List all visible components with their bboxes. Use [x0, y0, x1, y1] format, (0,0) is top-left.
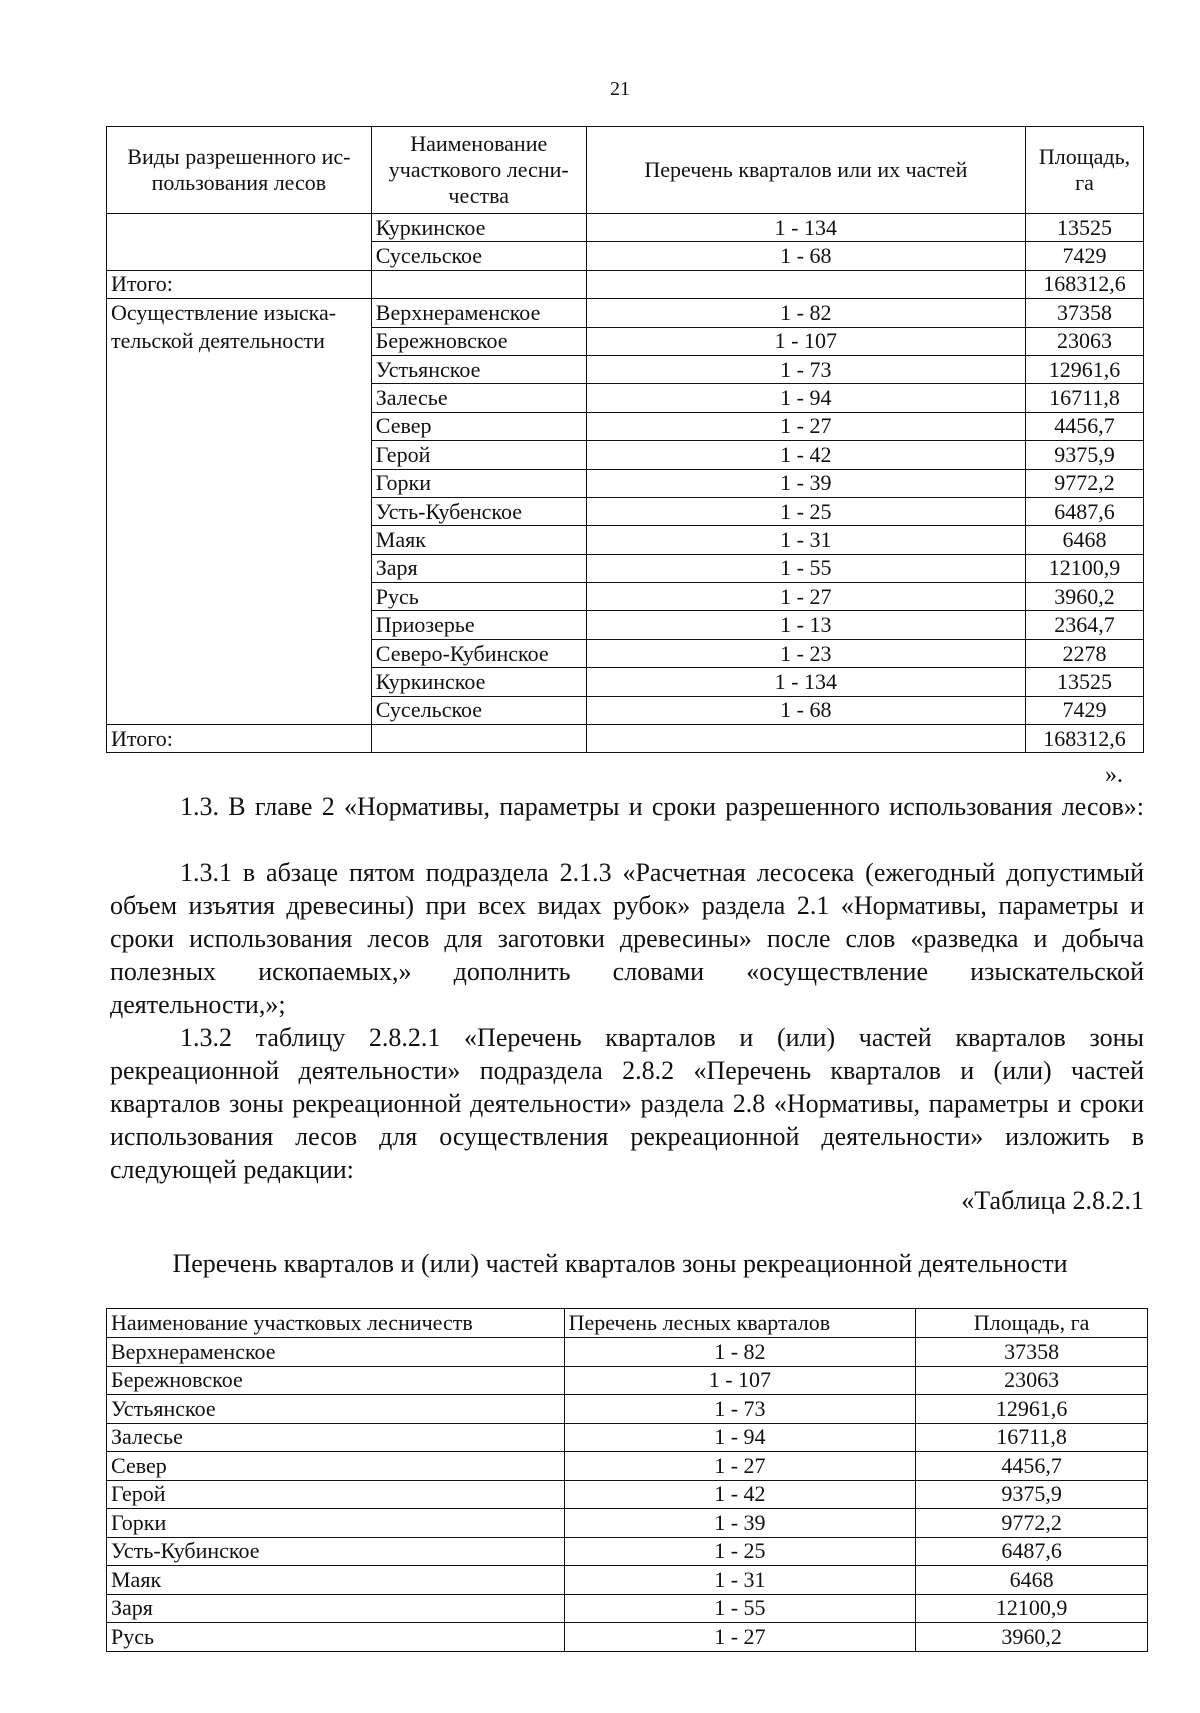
forestry-name: Верхнераменское [107, 1338, 565, 1367]
forestry-name: Верхнераменское [371, 299, 586, 327]
empty-cell [371, 270, 586, 298]
table-row [107, 1509, 1148, 1538]
quarter-range: 1 - 134 [586, 214, 1025, 242]
forestry-name: Бережновское [371, 327, 586, 355]
table-row [107, 1423, 1148, 1452]
quarter-range: 1 - 55 [586, 554, 1025, 582]
closing-quote-mark: ». [1105, 762, 1123, 788]
forestry-name: Куркинское [371, 668, 586, 696]
table-row [107, 1480, 1148, 1509]
quarter-range: 1 - 82 [564, 1338, 916, 1367]
area-value: 12100,9 [1026, 554, 1144, 582]
total-row [107, 725, 1144, 753]
area-value: 13525 [1026, 668, 1144, 696]
total-row [107, 270, 1144, 298]
forestry-name: Северо-Кубинское [371, 639, 586, 667]
table-row [107, 1594, 1148, 1623]
column-header-forestry-name: Наименование участкового лесни- чества [371, 127, 586, 214]
column-header-quarters: Перечень лесных кварталов [564, 1309, 916, 1338]
table-row [107, 1566, 1148, 1595]
quarter-range: 1 - 42 [586, 441, 1025, 469]
use-type-survey: Осуществление изыска- тельской деятельности [107, 299, 372, 725]
area-value: 13525 [1026, 214, 1144, 242]
forestry-name: Герой [371, 441, 586, 469]
forestry-name: Русь [371, 583, 586, 611]
area-value: 12961,6 [1026, 355, 1144, 383]
forestry-name: Устьянское [107, 1395, 565, 1424]
table-row [107, 1537, 1148, 1566]
area-value: 23063 [916, 1366, 1148, 1395]
quarter-range: 1 - 27 [564, 1452, 916, 1481]
area-value: 6468 [1026, 526, 1144, 554]
quarter-range: 1 - 55 [564, 1594, 916, 1623]
area-value: 9772,2 [916, 1509, 1148, 1538]
quarter-range: 1 - 25 [586, 497, 1025, 525]
area-value: 3960,2 [916, 1623, 1148, 1652]
area-value: 4456,7 [916, 1452, 1148, 1481]
forestry-name: Залесье [107, 1423, 565, 1452]
area-value: 9375,9 [1026, 441, 1144, 469]
paragraph-1-3: 1.3. В главе 2 «Нормативы, параметры и сроки разрешенного использования лесов»: [180, 792, 1144, 821]
area-value: 7429 [1026, 696, 1144, 724]
quarter-range: 1 - 73 [586, 355, 1025, 383]
empty-cell [586, 725, 1025, 753]
area-value: 2364,7 [1026, 611, 1144, 639]
forestry-name: Горки [371, 469, 586, 497]
quarter-range: 1 - 31 [586, 526, 1025, 554]
quarter-range: 1 - 42 [564, 1480, 916, 1509]
table-header-row [107, 127, 1144, 214]
table-row [107, 1338, 1148, 1367]
quarter-range: 1 - 82 [586, 299, 1025, 327]
area-value: 4456,7 [1026, 412, 1144, 440]
forestry-name: Горки [107, 1509, 565, 1538]
forestry-name: Усть-Кубенское [371, 497, 586, 525]
table-row [107, 242, 1144, 270]
total-label: Итого: [107, 725, 372, 753]
table-row [107, 1452, 1148, 1481]
forestry-name: Маяк [371, 526, 586, 554]
forestry-name: Бережновское [107, 1366, 565, 1395]
quarter-range: 1 - 94 [564, 1423, 916, 1452]
area-value: 12100,9 [916, 1594, 1148, 1623]
table-number-label: «Таблица 2.8.2.1 [961, 1186, 1144, 1215]
area-value: 16711,8 [916, 1423, 1148, 1452]
area-value: 37358 [916, 1338, 1148, 1367]
use-type-cell [107, 214, 372, 242]
forestry-name: Сусельское [371, 242, 586, 270]
area-value: 6468 [916, 1566, 1148, 1595]
quarter-range: 1 - 27 [586, 412, 1025, 440]
area-value: 6487,6 [916, 1537, 1148, 1566]
column-header-area: Площадь, га [916, 1309, 1148, 1338]
quarter-range: 1 - 107 [564, 1366, 916, 1395]
area-value: 16711,8 [1026, 384, 1144, 412]
total-value: 168312,6 [1026, 270, 1144, 298]
table-row [107, 214, 1144, 242]
quarter-range: 1 - 68 [586, 242, 1025, 270]
forestry-name: Заря [371, 554, 586, 582]
empty-cell [586, 270, 1025, 298]
paragraph-1-3-1: 1.3.1 в абзаце пятом подраздела 2.1.3 «Расчетная лесосека (ежегодный допустимый объем изъятия древесины) при всех видах рубок» раздела 2.1 «Нормативы, параметры и сроки использования лесов для заготовки древесины» после слов «разведка и добыча полезных ископаемых,» дополнить словами «осуществление изыскательской деятельности,»; [110, 858, 1144, 1019]
quarter-range: 1 - 39 [564, 1509, 916, 1538]
forest-use-table [106, 126, 1144, 753]
quarter-range: 1 - 107 [586, 327, 1025, 355]
column-header-area: Площадь, га [1026, 127, 1144, 214]
forestry-name: Усть-Кубинское [107, 1537, 565, 1566]
forestry-name: Заря [107, 1594, 565, 1623]
empty-cell [371, 725, 586, 753]
forestry-name: Север [371, 412, 586, 440]
forestry-name: Север [107, 1452, 565, 1481]
area-value: 3960,2 [1026, 583, 1144, 611]
table-row [107, 1623, 1148, 1652]
quarter-range: 1 - 27 [586, 583, 1025, 611]
quarter-range: 1 - 23 [586, 639, 1025, 667]
area-value: 9375,9 [916, 1480, 1148, 1509]
area-value: 7429 [1026, 242, 1144, 270]
total-label: Итого: [107, 270, 372, 298]
quarter-range: 1 - 134 [586, 668, 1025, 696]
use-type-cell [107, 242, 372, 270]
quarter-range: 1 - 73 [564, 1395, 916, 1424]
paragraph-1-3-2: 1.3.2 таблицу 2.8.2.1 «Перечень кварталов и (или) частей кварталов зоны рекреационной деятельности» подраздела 2.8.2 «Перечень кварталов и (или) частей кварталов зоны рекреационной деятельности» раздела 2.8 «Нормативы, параметры и сроки использования лесов для осуществления рекреационной деятельности» изложить в следующей редакции: [110, 1023, 1144, 1184]
area-value: 6487,6 [1026, 497, 1144, 525]
quarter-range: 1 - 13 [586, 611, 1025, 639]
quarter-range: 1 - 68 [586, 696, 1025, 724]
table-header-row [107, 1309, 1148, 1338]
forestry-name: Сусельское [371, 696, 586, 724]
forestry-name: Маяк [107, 1566, 565, 1595]
quarter-range: 1 - 94 [586, 384, 1025, 412]
area-value: 37358 [1026, 299, 1144, 327]
quarter-range: 1 - 31 [564, 1566, 916, 1595]
area-value: 23063 [1026, 327, 1144, 355]
column-header-forestry: Наименование участковых лесничеств [107, 1309, 565, 1338]
column-header-use-type: Виды разрешенного ис- пользования лесов [107, 127, 372, 214]
area-value: 9772,2 [1026, 469, 1144, 497]
forestry-name: Русь [107, 1623, 565, 1652]
forestry-name: Устьянское [371, 355, 586, 383]
quarter-range: 1 - 39 [586, 469, 1025, 497]
table-row [107, 1395, 1148, 1424]
area-value: 2278 [1026, 639, 1144, 667]
forestry-name: Приозерье [371, 611, 586, 639]
column-header-quarters: Перечень кварталов или их частей [586, 127, 1025, 214]
table-row [107, 1366, 1148, 1395]
area-value: 12961,6 [916, 1395, 1148, 1424]
forestry-name: Куркинское [371, 214, 586, 242]
page-number: 21 [610, 78, 630, 100]
total-value: 168312,6 [1026, 725, 1144, 753]
table-row [107, 299, 1144, 327]
forestry-name: Залесье [371, 384, 586, 412]
quarter-range: 1 - 27 [564, 1623, 916, 1652]
recreation-quarters-table [106, 1308, 1148, 1652]
forestry-name: Герой [107, 1480, 565, 1509]
quarter-range: 1 - 25 [564, 1537, 916, 1566]
table-heading: Перечень кварталов и (или) частей кварталов зоны рекреационной деятельности [172, 1249, 1068, 1278]
